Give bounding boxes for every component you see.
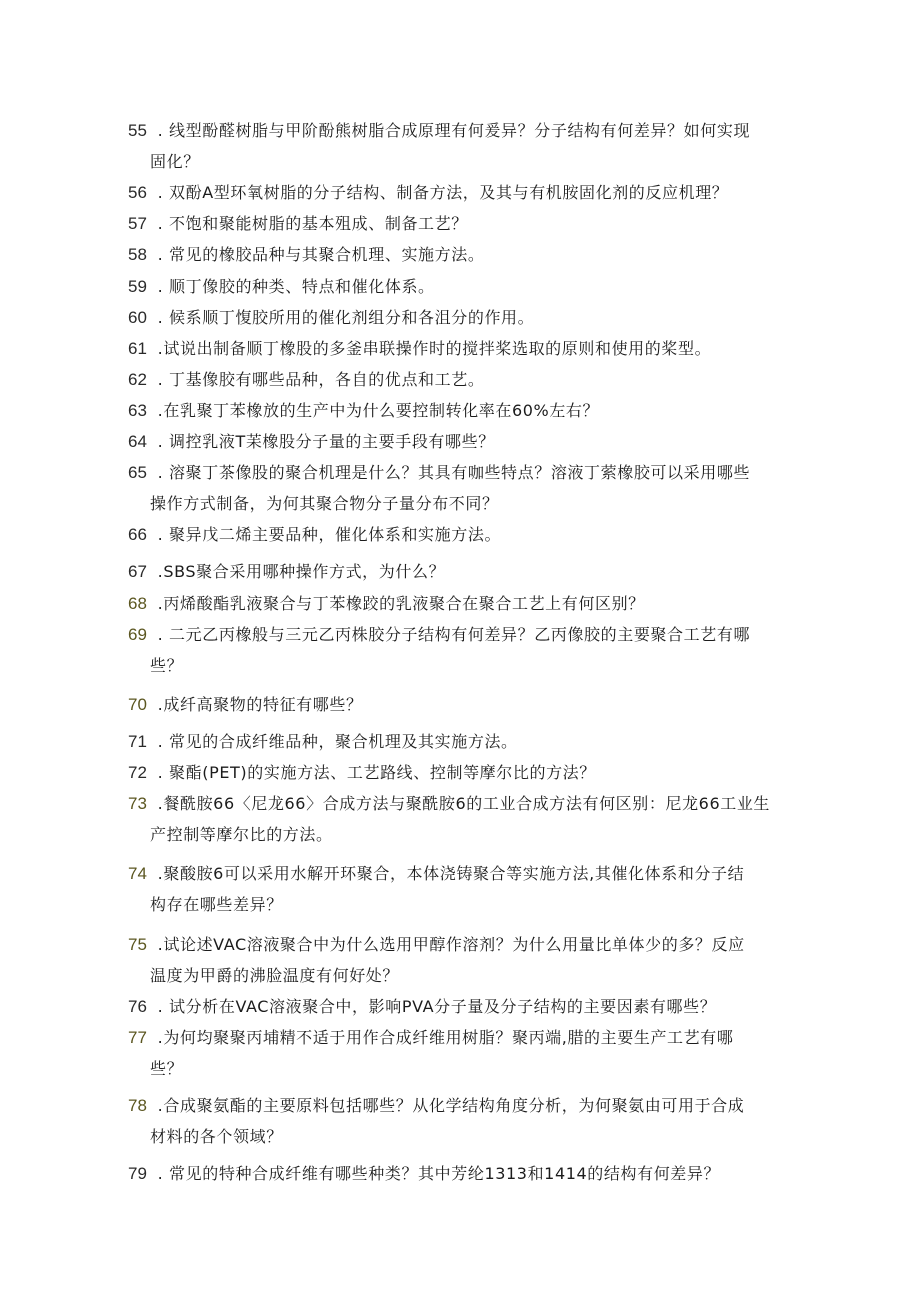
question-item bbox=[128, 177, 828, 208]
question-text: . 聚酯(PET)的实施方法、工艺路线、控制等摩尔比的方法？ bbox=[152, 763, 596, 782]
question-text: .在乳聚丁苯橡放的生产中为什么要控制转化率在60%左右？ bbox=[152, 401, 600, 420]
question-item bbox=[128, 689, 828, 720]
question-item bbox=[128, 757, 828, 788]
question-text: . 常见的橡胶品种与其聚合机理、实施方法。 bbox=[152, 245, 485, 264]
question-text-continuation: 产控制等摩尔比的方法。 bbox=[150, 825, 333, 844]
question-item bbox=[128, 519, 828, 550]
question-number: 65 bbox=[128, 463, 147, 482]
question-number: 60 bbox=[128, 308, 147, 327]
question-text: . 候系顺丁愎胶所用的催化剂组分和各沮分的作用。 bbox=[152, 308, 535, 327]
question-number: 72 bbox=[128, 763, 147, 782]
question-number: 70 bbox=[128, 695, 147, 714]
question-number: 76 bbox=[128, 997, 147, 1016]
question-text: . 顺丁像胶的种类、特点和催化体系。 bbox=[152, 277, 435, 296]
question-item bbox=[128, 788, 828, 850]
question-number: 68 bbox=[128, 594, 147, 613]
question-number: 79 bbox=[128, 1164, 147, 1183]
question-number: 73 bbox=[128, 794, 147, 813]
question-text: . 试分析在VAC溶液聚合中，影响PVA分子量及分子结构的主要因素有哪些？ bbox=[152, 997, 717, 1016]
question-text: . 聚异戊二烯主要品种，催化体系和实施方法。 bbox=[152, 525, 502, 544]
question-text: . 双酚A型环氧树脂的分子结构、制备方法，及其与有机胺固化剂的反应机理？ bbox=[152, 183, 729, 202]
question-number: 77 bbox=[128, 1028, 147, 1047]
question-item bbox=[128, 364, 828, 395]
question-item bbox=[128, 1158, 828, 1189]
question-item bbox=[128, 929, 828, 991]
question-text: . 溶聚丁茶像股的聚合机理是什么？其具有咖些特点？溶液丁萦橡胶可以采用哪些 bbox=[152, 463, 751, 482]
question-number: 63 bbox=[128, 401, 147, 420]
question-text: .合成聚氨酯的主要原料包括哪些？从化学结构角度分析，为何聚氨由可用于合成 bbox=[152, 1096, 745, 1115]
question-number: 67 bbox=[128, 562, 147, 581]
question-number: 55 bbox=[128, 121, 147, 140]
question-text-continuation: 材料的各个领域？ bbox=[150, 1127, 283, 1146]
question-item bbox=[128, 115, 828, 177]
question-text: .SBS聚合采用哪种操作方式，为什么？ bbox=[152, 562, 446, 581]
question-number: 64 bbox=[128, 432, 147, 451]
question-number: 69 bbox=[128, 625, 147, 644]
question-item bbox=[128, 858, 828, 920]
question-item bbox=[128, 1022, 828, 1084]
question-item bbox=[128, 239, 828, 270]
question-item bbox=[128, 991, 828, 1022]
question-text: .聚酸胺6可以采用水解开环聚合，本体浇铸聚合等实施方法,其催化体系和分子结 bbox=[152, 864, 745, 883]
question-text-continuation: 些？ bbox=[150, 656, 184, 675]
question-text: . 丁基像胶有哪些品种，各自的优点和工艺。 bbox=[152, 370, 485, 389]
question-number: 57 bbox=[128, 214, 147, 233]
question-text: .成纤高聚物的特征有哪些？ bbox=[152, 695, 363, 714]
question-text: .试说出制备顺丁橡股的多釜串联操作时的搅拌桨选取的原则和使用的桨型。 bbox=[152, 339, 712, 358]
question-item bbox=[128, 619, 828, 681]
question-text-continuation: 操作方式制备，为何其聚合物分子量分布不同？ bbox=[150, 494, 499, 513]
question-item bbox=[128, 426, 828, 457]
question-text: .为何均聚聚丙埔精不适于用作合成纤维用树脂？聚丙端,腊的主要生产工艺有哪 bbox=[152, 1028, 734, 1047]
question-item bbox=[128, 208, 828, 239]
question-item bbox=[128, 395, 828, 426]
question-number: 75 bbox=[128, 935, 147, 954]
question-item bbox=[128, 588, 828, 619]
question-item bbox=[128, 333, 828, 364]
question-text: . 常见的特种合成纤维有哪些种类？其中芳纶1313和1414的结构有何差异？ bbox=[152, 1164, 721, 1183]
question-text: . 不饱和聚能树脂的基本殂成、制备工艺？ bbox=[152, 214, 468, 233]
question-item bbox=[128, 271, 828, 302]
question-number: 78 bbox=[128, 1096, 147, 1115]
question-text: . 二元乙丙橡般与三元乙丙株胶分子结构有何差异？乙丙像胶的主要聚合工艺有哪 bbox=[152, 625, 751, 644]
question-text: .丙烯酸酯乳液聚合与丁苯橡跤的乳液聚合在聚合工艺上有何区别？ bbox=[152, 594, 645, 613]
question-number: 58 bbox=[128, 245, 147, 264]
question-number: 66 bbox=[128, 525, 147, 544]
question-number: 59 bbox=[128, 277, 147, 296]
question-item bbox=[128, 457, 828, 519]
question-text-continuation: 些？ bbox=[150, 1059, 184, 1078]
question-number: 61 bbox=[128, 339, 147, 358]
question-number: 71 bbox=[128, 732, 147, 751]
question-item bbox=[128, 1090, 828, 1152]
question-item bbox=[128, 726, 828, 757]
question-text: . 常见的合成纤维品种，聚合机理及其实施方法。 bbox=[152, 732, 518, 751]
question-text-continuation: 构存在哪些差异？ bbox=[150, 895, 283, 914]
question-number: 62 bbox=[128, 370, 147, 389]
question-text: . 线型酚醛树脂与甲阶酚熊树脂合成原理有何爰异？分子结构有何差异？如何实现 bbox=[152, 121, 751, 140]
question-number: 56 bbox=[128, 183, 147, 202]
question-number: 74 bbox=[128, 864, 147, 883]
question-item bbox=[128, 302, 828, 333]
question-text-continuation: 固化？ bbox=[150, 152, 200, 171]
question-text-continuation: 温度为甲爵的沸脸温度有何好处？ bbox=[150, 966, 400, 985]
question-text: .试论述VAC溶液聚合中为什么选用甲醇作溶剂？为什么用量比单体少的多？反应 bbox=[152, 935, 745, 954]
question-text: .餐酰胺66〈尼龙66〉合成方法与聚酰胺6的工业合成方法有何区别：尼龙66工业生 bbox=[152, 794, 771, 813]
question-text: . 调控乳液T苿橡股分子量的主要手段有哪些？ bbox=[152, 432, 495, 451]
question-item bbox=[128, 556, 828, 587]
